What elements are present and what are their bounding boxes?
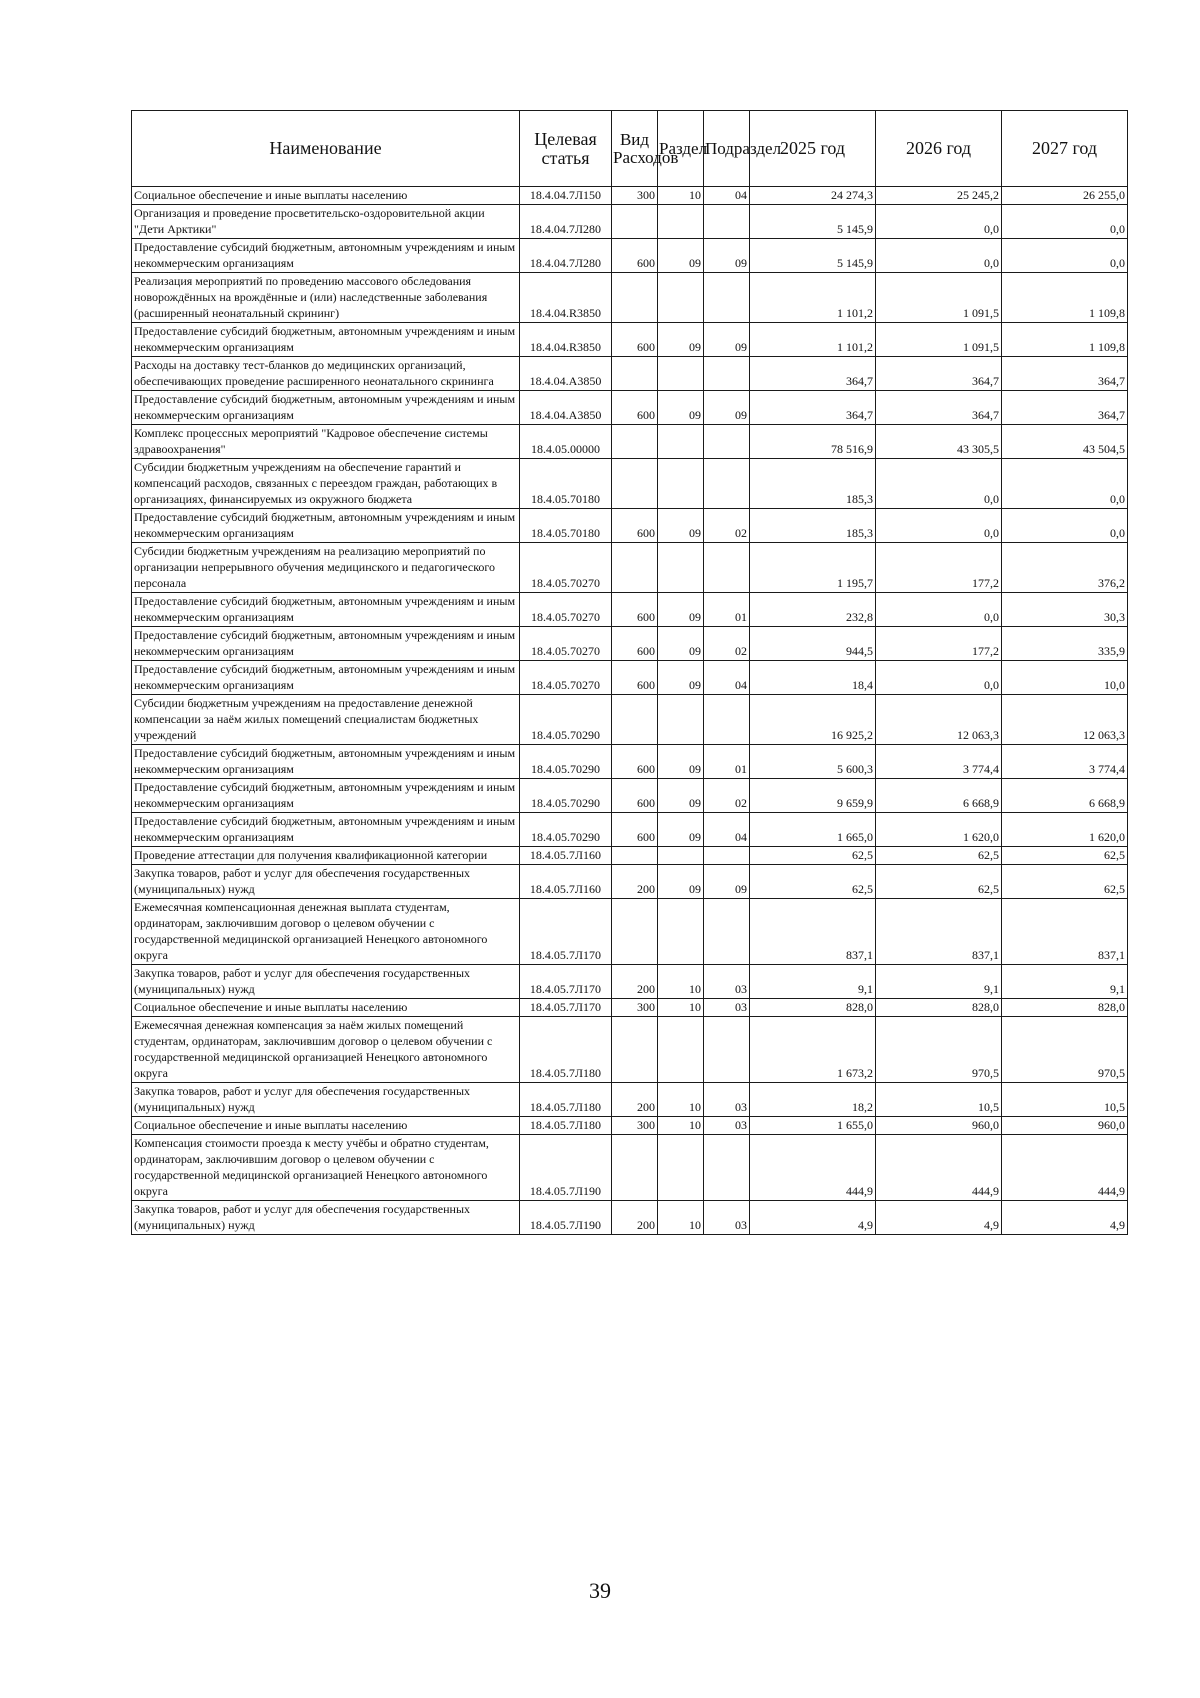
row-name: Предоставление субсидий бюджетным, автономным учреждениям и иным некоммерческим организациям	[132, 239, 520, 273]
table-row	[132, 779, 1128, 813]
row-kind: 300	[612, 1117, 658, 1135]
row-target: 18.4.04.R3850	[520, 273, 612, 323]
row-2027: 43 504,5	[1002, 425, 1128, 459]
row-2027: 0,0	[1002, 459, 1128, 509]
row-name: Субсидии бюджетным учреждениям на предоставление денежной компенсации за наём жилых помещений специалистам бюджетных учреждений	[132, 695, 520, 745]
row-2026: 25 245,2	[876, 187, 1002, 205]
row-subsection	[704, 357, 750, 391]
row-2027: 62,5	[1002, 865, 1128, 899]
row-section	[658, 695, 704, 745]
header-section: Раздел	[658, 111, 704, 187]
row-section: 09	[658, 239, 704, 273]
row-target: 18.4.05.7Л160	[520, 847, 612, 865]
table-row	[132, 357, 1128, 391]
row-subsection	[704, 205, 750, 239]
row-kind	[612, 1017, 658, 1083]
row-name: Организация и проведение просветительско-оздоровительной акции "Дети Арктики"	[132, 205, 520, 239]
row-2026: 10,5	[876, 1083, 1002, 1117]
header-subsection: Подраздел	[704, 111, 750, 187]
row-2026: 1 620,0	[876, 813, 1002, 847]
row-name: Закупка товаров, работ и услуг для обеспечения государственных (муниципальных) нужд	[132, 965, 520, 999]
row-target: 18.4.05.7Л170	[520, 965, 612, 999]
row-2025: 62,5	[750, 847, 876, 865]
table-row	[132, 627, 1128, 661]
row-kind	[612, 847, 658, 865]
row-name: Субсидии бюджетным учреждениям на обеспечение гарантий и компенсаций расходов, связанных с переездом граждан, работающих в организациях, финансируемых из окружного бюджета	[132, 459, 520, 509]
row-kind: 600	[612, 779, 658, 813]
row-target: 18.4.05.70270	[520, 627, 612, 661]
row-2025: 9,1	[750, 965, 876, 999]
row-2027: 12 063,3	[1002, 695, 1128, 745]
row-2026: 4,9	[876, 1201, 1002, 1235]
row-2027: 26 255,0	[1002, 187, 1128, 205]
row-section: 10	[658, 999, 704, 1017]
row-2027: 10,5	[1002, 1083, 1128, 1117]
row-kind	[612, 899, 658, 965]
row-name: Ежемесячная денежная компенсация за наём жилых помещений студентам, ординаторам, заключившим договор о целевом обучении с государственной медицинской организацией Ненецкого автономного округа	[132, 1017, 520, 1083]
row-target: 18.4.05.7Л180	[520, 1083, 612, 1117]
row-2025: 18,4	[750, 661, 876, 695]
row-2025: 1 101,2	[750, 273, 876, 323]
header-2025: 2025 год	[750, 111, 876, 187]
row-name: Комплекс процессных мероприятий "Кадровое обеспечение системы здравоохранения"	[132, 425, 520, 459]
row-subsection: 01	[704, 593, 750, 627]
row-2027: 364,7	[1002, 391, 1128, 425]
header-kind: Вид Расходов	[612, 111, 658, 187]
row-kind: 600	[612, 391, 658, 425]
row-2025: 1 673,2	[750, 1017, 876, 1083]
row-2025: 78 516,9	[750, 425, 876, 459]
row-target: 18.4.05.7Л180	[520, 1017, 612, 1083]
row-subsection	[704, 899, 750, 965]
row-subsection	[704, 847, 750, 865]
row-2026: 970,5	[876, 1017, 1002, 1083]
header-2027: 2027 год	[1002, 111, 1128, 187]
row-kind	[612, 425, 658, 459]
row-2026: 364,7	[876, 357, 1002, 391]
row-target: 18.4.05.7Л190	[520, 1135, 612, 1201]
table-row	[132, 965, 1128, 999]
table-row	[132, 695, 1128, 745]
row-section: 09	[658, 593, 704, 627]
row-2025: 5 600,3	[750, 745, 876, 779]
row-name: Проведение аттестации для получения квалификационной категории	[132, 847, 520, 865]
row-kind: 600	[612, 661, 658, 695]
row-subsection: 09	[704, 239, 750, 273]
row-target: 18.4.05.70270	[520, 593, 612, 627]
row-subsection: 03	[704, 1083, 750, 1117]
table-row	[132, 205, 1128, 239]
row-kind: 300	[612, 999, 658, 1017]
row-2025: 828,0	[750, 999, 876, 1017]
row-2025: 1 195,7	[750, 543, 876, 593]
row-name: Расходы на доставку тест-бланков до медицинских организаций, обеспечивающих проведение расширенного неонатального скрининга	[132, 357, 520, 391]
table-row	[132, 273, 1128, 323]
row-section: 10	[658, 1083, 704, 1117]
row-2025: 24 274,3	[750, 187, 876, 205]
row-subsection: 09	[704, 865, 750, 899]
table-body	[132, 187, 1128, 1235]
row-kind	[612, 205, 658, 239]
row-name: Предоставление субсидий бюджетным, автономным учреждениям и иным некоммерческим организациям	[132, 627, 520, 661]
row-2025: 837,1	[750, 899, 876, 965]
row-2026: 837,1	[876, 899, 1002, 965]
row-section: 09	[658, 865, 704, 899]
row-target: 18.4.04.7Л150	[520, 187, 612, 205]
row-kind: 600	[612, 509, 658, 543]
row-name: Предоставление субсидий бюджетным, автономным учреждениям и иным некоммерческим организациям	[132, 813, 520, 847]
row-2026: 43 305,5	[876, 425, 1002, 459]
row-2026: 12 063,3	[876, 695, 1002, 745]
row-target: 18.4.05.70290	[520, 813, 612, 847]
row-section: 09	[658, 745, 704, 779]
row-2027: 3 774,4	[1002, 745, 1128, 779]
row-name: Субсидии бюджетным учреждениям на реализацию мероприятий по организации непрерывного обучения медицинского и педагогического персонала	[132, 543, 520, 593]
row-section: 09	[658, 323, 704, 357]
header-name: Наименование	[132, 111, 520, 187]
row-section: 09	[658, 779, 704, 813]
row-name: Закупка товаров, работ и услуг для обеспечения государственных (муниципальных) нужд	[132, 1083, 520, 1117]
row-2027: 376,2	[1002, 543, 1128, 593]
row-2026: 9,1	[876, 965, 1002, 999]
row-2027: 364,7	[1002, 357, 1128, 391]
row-kind: 600	[612, 239, 658, 273]
row-section	[658, 425, 704, 459]
row-subsection	[704, 1135, 750, 1201]
budget-table	[131, 110, 1128, 1235]
row-subsection: 03	[704, 1117, 750, 1135]
row-2027: 30,3	[1002, 593, 1128, 627]
row-name: Предоставление субсидий бюджетным, автономным учреждениям и иным некоммерческим организациям	[132, 745, 520, 779]
row-2026: 177,2	[876, 543, 1002, 593]
row-subsection: 03	[704, 999, 750, 1017]
header-target: Целевая статья	[520, 111, 612, 187]
table-row	[132, 1017, 1128, 1083]
row-kind: 200	[612, 1083, 658, 1117]
row-subsection	[704, 273, 750, 323]
row-subsection: 02	[704, 627, 750, 661]
row-section	[658, 847, 704, 865]
row-section: 09	[658, 627, 704, 661]
row-subsection	[704, 695, 750, 745]
row-2026: 3 774,4	[876, 745, 1002, 779]
row-subsection: 02	[704, 779, 750, 813]
row-section	[658, 273, 704, 323]
row-name: Предоставление субсидий бюджетным, автономным учреждениям и иным некоммерческим организациям	[132, 661, 520, 695]
row-target: 18.4.05.7Л170	[520, 999, 612, 1017]
row-kind: 600	[612, 627, 658, 661]
table-row	[132, 865, 1128, 899]
row-2026: 62,5	[876, 865, 1002, 899]
table-row	[132, 543, 1128, 593]
row-subsection	[704, 459, 750, 509]
table-row	[132, 1135, 1128, 1201]
row-2027: 960,0	[1002, 1117, 1128, 1135]
table-row	[132, 425, 1128, 459]
row-kind: 600	[612, 323, 658, 357]
table-row	[132, 593, 1128, 627]
row-kind	[612, 695, 658, 745]
row-2026: 0,0	[876, 205, 1002, 239]
row-name: Закупка товаров, работ и услуг для обеспечения государственных (муниципальных) нужд	[132, 865, 520, 899]
row-subsection: 03	[704, 1201, 750, 1235]
row-section: 09	[658, 661, 704, 695]
row-kind	[612, 459, 658, 509]
row-2027: 837,1	[1002, 899, 1128, 965]
row-2026: 1 091,5	[876, 273, 1002, 323]
row-section	[658, 1017, 704, 1083]
row-2026: 0,0	[876, 593, 1002, 627]
row-2027: 1 109,8	[1002, 273, 1128, 323]
row-target: 18.4.05.7Л160	[520, 865, 612, 899]
row-2027: 335,9	[1002, 627, 1128, 661]
row-2026: 177,2	[876, 627, 1002, 661]
row-subsection: 04	[704, 187, 750, 205]
row-subsection	[704, 543, 750, 593]
row-2025: 185,3	[750, 509, 876, 543]
row-section: 09	[658, 813, 704, 847]
table-row	[132, 323, 1128, 357]
table-row	[132, 1083, 1128, 1117]
table-row	[132, 1201, 1128, 1235]
row-2027: 6 668,9	[1002, 779, 1128, 813]
row-section	[658, 205, 704, 239]
row-2026: 1 091,5	[876, 323, 1002, 357]
row-2026: 0,0	[876, 661, 1002, 695]
row-2027: 10,0	[1002, 661, 1128, 695]
row-section	[658, 543, 704, 593]
row-kind	[612, 357, 658, 391]
row-2025: 185,3	[750, 459, 876, 509]
row-kind: 300	[612, 187, 658, 205]
row-subsection	[704, 1017, 750, 1083]
row-2025: 1 665,0	[750, 813, 876, 847]
row-kind	[612, 543, 658, 593]
row-target: 18.4.05.70290	[520, 779, 612, 813]
row-2027: 0,0	[1002, 509, 1128, 543]
row-section: 09	[658, 509, 704, 543]
row-2027: 9,1	[1002, 965, 1128, 999]
table-row	[132, 187, 1128, 205]
row-target: 18.4.04.А3850	[520, 391, 612, 425]
row-section: 09	[658, 391, 704, 425]
row-target: 18.4.04.7Л280	[520, 205, 612, 239]
table-row	[132, 813, 1128, 847]
row-2025: 944,5	[750, 627, 876, 661]
row-2025: 232,8	[750, 593, 876, 627]
row-kind	[612, 273, 658, 323]
table-row	[132, 459, 1128, 509]
row-target: 18.4.05.70290	[520, 695, 612, 745]
row-2026: 364,7	[876, 391, 1002, 425]
row-2025: 364,7	[750, 357, 876, 391]
row-subsection	[704, 425, 750, 459]
row-name: Ежемесячная компенсационная денежная выплата студентам, ординаторам, заключившим договор о целевом обучении с государственной медицинской организацией Ненецкого автономного округа	[132, 899, 520, 965]
row-2026: 0,0	[876, 509, 1002, 543]
row-2027: 444,9	[1002, 1135, 1128, 1201]
table-header-row	[132, 111, 1128, 187]
row-2026: 0,0	[876, 459, 1002, 509]
row-target: 18.4.04.7Л280	[520, 239, 612, 273]
row-2025: 18,2	[750, 1083, 876, 1117]
row-2026: 62,5	[876, 847, 1002, 865]
header-2026: 2026 год	[876, 111, 1002, 187]
row-2025: 4,9	[750, 1201, 876, 1235]
row-subsection: 09	[704, 323, 750, 357]
row-name: Предоставление субсидий бюджетным, автономным учреждениям и иным некоммерческим организациям	[132, 391, 520, 425]
row-2027: 1 620,0	[1002, 813, 1128, 847]
row-2025: 5 145,9	[750, 205, 876, 239]
row-subsection: 03	[704, 965, 750, 999]
row-kind: 200	[612, 965, 658, 999]
row-2025: 9 659,9	[750, 779, 876, 813]
table-row	[132, 1117, 1128, 1135]
row-target: 18.4.05.7Л180	[520, 1117, 612, 1135]
row-section: 10	[658, 187, 704, 205]
row-name: Предоставление субсидий бюджетным, автономным учреждениям и иным некоммерческим организациям	[132, 593, 520, 627]
row-2027: 0,0	[1002, 205, 1128, 239]
row-target: 18.4.05.70180	[520, 459, 612, 509]
row-target: 18.4.05.70180	[520, 509, 612, 543]
row-target: 18.4.05.70290	[520, 745, 612, 779]
row-name: Реализация мероприятий по проведению массового обследования новорождённых на врождённые и (или) наследственные заболевания (расширенный неонатальный скрининг)	[132, 273, 520, 323]
row-2025: 444,9	[750, 1135, 876, 1201]
row-target: 18.4.04.А3850	[520, 357, 612, 391]
row-name: Закупка товаров, работ и услуг для обеспечения государственных (муниципальных) нужд	[132, 1201, 520, 1235]
row-target: 18.4.04.R3850	[520, 323, 612, 357]
row-subsection: 04	[704, 813, 750, 847]
row-target: 18.4.05.00000	[520, 425, 612, 459]
row-kind: 600	[612, 593, 658, 627]
row-kind: 600	[612, 745, 658, 779]
row-2025: 5 145,9	[750, 239, 876, 273]
row-section	[658, 459, 704, 509]
table-row	[132, 899, 1128, 965]
row-2027: 828,0	[1002, 999, 1128, 1017]
row-subsection: 01	[704, 745, 750, 779]
row-name: Предоставление субсидий бюджетным, автономным учреждениям и иным некоммерческим организациям	[132, 323, 520, 357]
row-2027: 62,5	[1002, 847, 1128, 865]
row-section	[658, 899, 704, 965]
row-name: Социальное обеспечение и иные выплаты населению	[132, 1117, 520, 1135]
row-section: 10	[658, 965, 704, 999]
table-row	[132, 509, 1128, 543]
table-row	[132, 391, 1128, 425]
row-section: 10	[658, 1117, 704, 1135]
row-2026: 6 668,9	[876, 779, 1002, 813]
row-section	[658, 357, 704, 391]
row-section	[658, 1135, 704, 1201]
row-kind: 200	[612, 865, 658, 899]
row-2026: 0,0	[876, 239, 1002, 273]
row-kind: 600	[612, 813, 658, 847]
table-row	[132, 745, 1128, 779]
row-2025: 62,5	[750, 865, 876, 899]
row-kind	[612, 1135, 658, 1201]
table-row	[132, 239, 1128, 273]
row-name: Предоставление субсидий бюджетным, автономным учреждениям и иным некоммерческим организациям	[132, 509, 520, 543]
table-row	[132, 999, 1128, 1017]
row-2025: 16 925,2	[750, 695, 876, 745]
table-row	[132, 847, 1128, 865]
row-target: 18.4.05.7Л190	[520, 1201, 612, 1235]
row-2026: 960,0	[876, 1117, 1002, 1135]
row-2027: 970,5	[1002, 1017, 1128, 1083]
table-row	[132, 661, 1128, 695]
row-2025: 1 655,0	[750, 1117, 876, 1135]
row-kind: 200	[612, 1201, 658, 1235]
row-target: 18.4.05.70270	[520, 543, 612, 593]
page-number: 39	[589, 1578, 611, 1603]
row-subsection: 04	[704, 661, 750, 695]
row-2025: 364,7	[750, 391, 876, 425]
row-section: 10	[658, 1201, 704, 1235]
row-name: Социальное обеспечение и иные выплаты населению	[132, 999, 520, 1017]
row-target: 18.4.05.70270	[520, 661, 612, 695]
row-2027: 1 109,8	[1002, 323, 1128, 357]
row-target: 18.4.05.7Л170	[520, 899, 612, 965]
row-name: Предоставление субсидий бюджетным, автономным учреждениям и иным некоммерческим организациям	[132, 779, 520, 813]
row-subsection: 02	[704, 509, 750, 543]
row-2026: 828,0	[876, 999, 1002, 1017]
row-2025: 1 101,2	[750, 323, 876, 357]
row-2027: 4,9	[1002, 1201, 1128, 1235]
row-2027: 0,0	[1002, 239, 1128, 273]
row-2026: 444,9	[876, 1135, 1002, 1201]
row-name: Компенсация стоимости проезда к месту учёбы и обратно студентам, ординаторам, заключившим договор о целевом обучении с государственной медицинской организацией Ненецкого автономного округа	[132, 1135, 520, 1201]
row-name: Социальное обеспечение и иные выплаты населению	[132, 187, 520, 205]
row-subsection: 09	[704, 391, 750, 425]
